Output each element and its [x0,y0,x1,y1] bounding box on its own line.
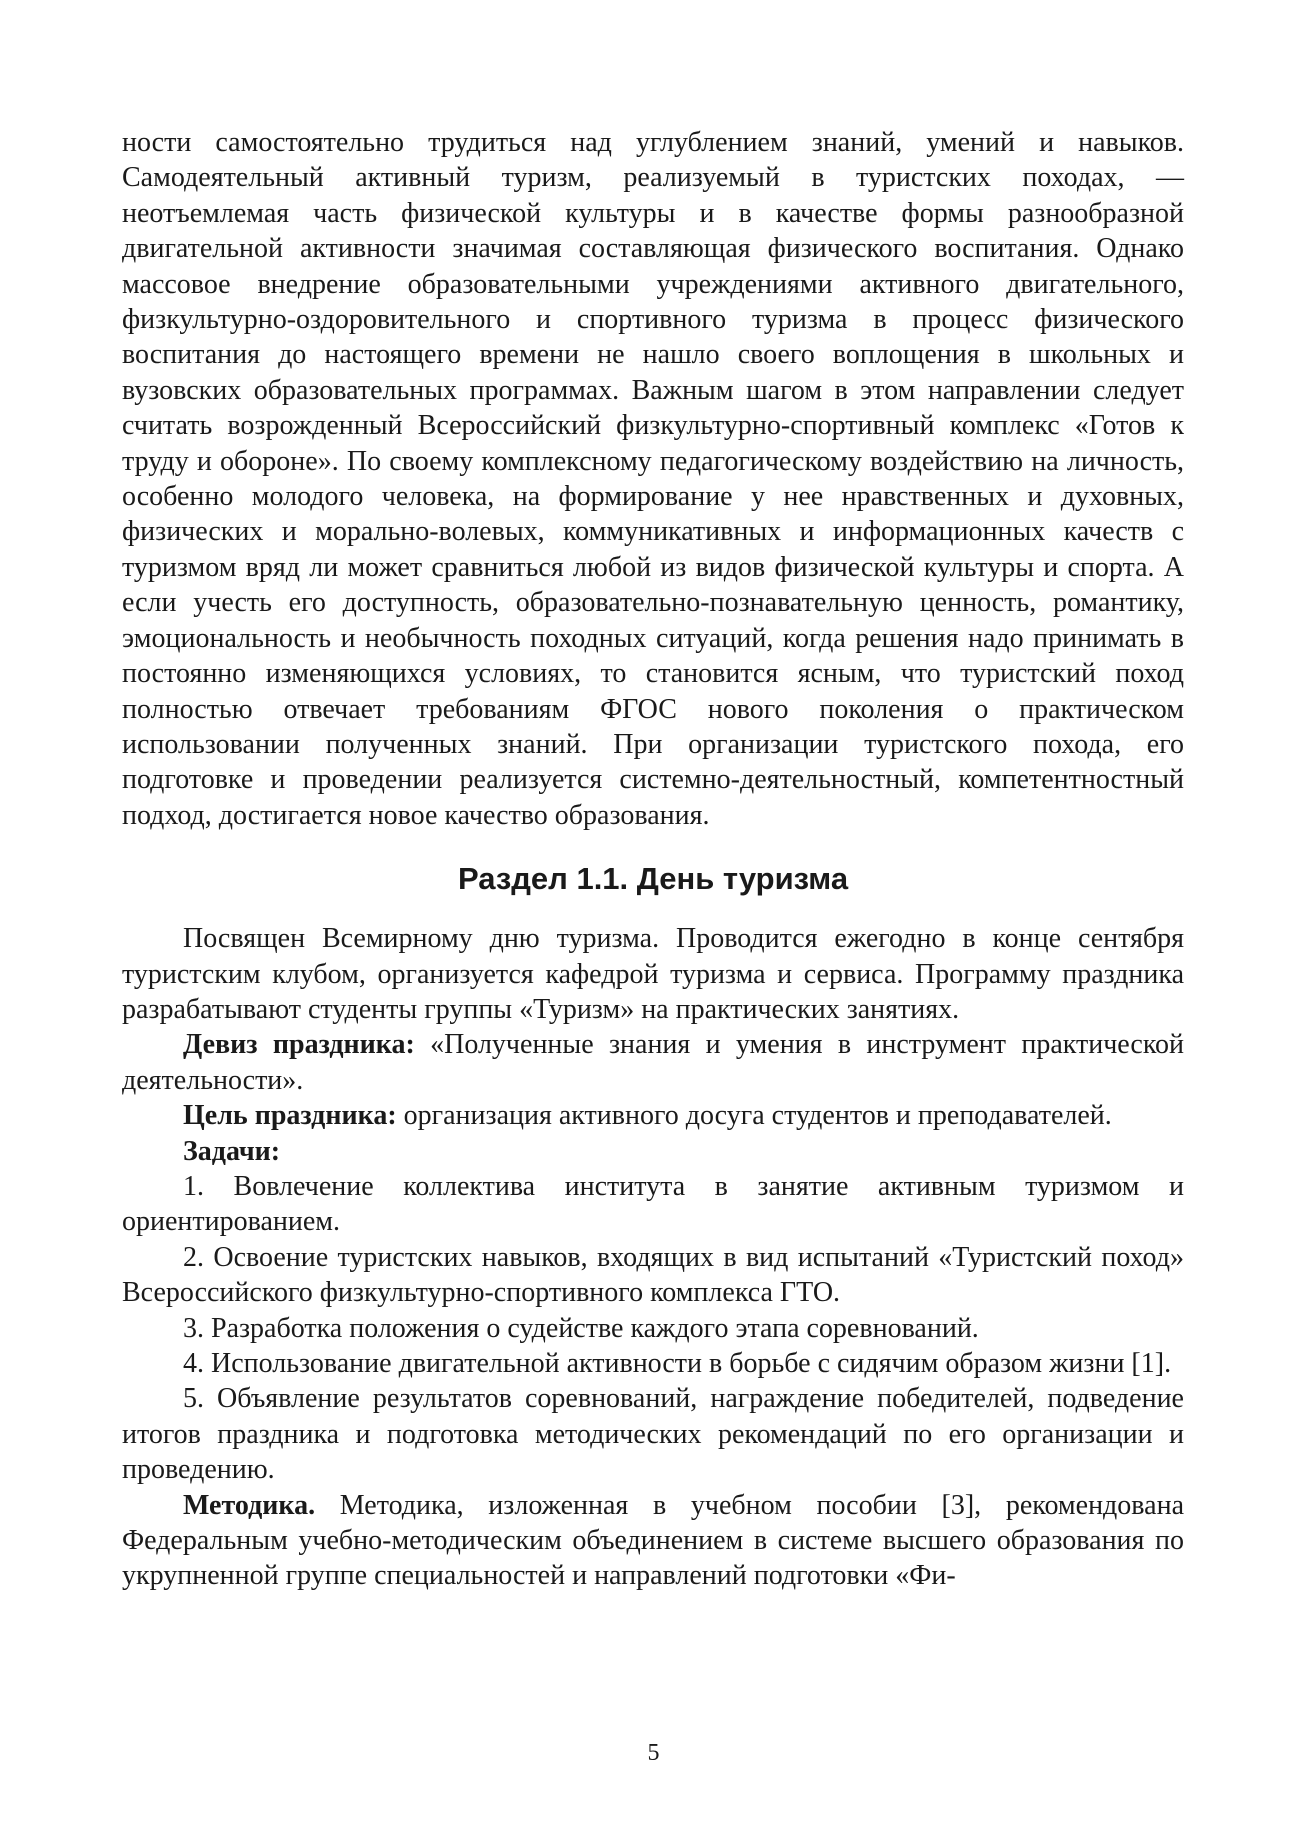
section-heading: Раздел 1.1. День туризма [457,861,849,897]
goal-paragraph [122,1098,1184,1133]
task-item-3: 3. Разработка положения о судействе каждого этапа соревнований. [183,1312,979,1344]
goal-label: Цель праздника: [183,1100,397,1132]
intro-paragraph: ности самостоятельно трудиться над углублением знаний, умений и навыков. Самодеятельный активный туризм, реализуемый в туристских походах, — неотъемлемая часть физической культуры и в качестве формы разнообразной двигательной активности значимая составляющая физического воспитания. Однако массовое внедрение образовательными учреждениями активного двигательного, физкультурно-оздоровительного и спортивного туризма в процесс физического воспитания до настоящего времени не нашло своего воплощения в школьных и вузовских образовательных программах. Важным шагом в этом направлении следует считать возрожденный Всероссийский физкультурно-спортивный комплекс «Готов к труду и обороне». По своему комплексному педагогическому воздействию на личность, особенно молодого человека, на формирование у нее нравственных и духовных, физических и морально-волевых, коммуникативных и информационных качеств с туризмом вряд ли может сравниться любой из видов физической культуры и спорта. А если учесть его доступность, образовательно-познавательную ценность, романтику, эмоциональность и необычность походных ситуаций, когда решения надо принимать в постоянно изменяющихся условиях, то становится ясным, что туристский поход полностью отвечает требованиям ФГОС нового поколения о практическом использовании полученных знаний. При организации туристского похода, его подготовке и проведении реализуется системно-деятельностный, компетентностный подход, достигается новое качество образования. [122,127,1184,831]
motto-paragraph [122,1027,1184,1098]
page-content [122,125,1184,1594]
method-label: Методика. [183,1489,316,1521]
task-item-4: 4. Использование двигательной активности в борьбе с сидячим образом жизни [1]. [183,1348,1172,1379]
tasks-label: Задачи: [183,1135,281,1167]
task-item-2: 2. Освоение туристских навыков, входящих в вид испытаний «Туристский поход» Всероссийского физкультурно-спортивного комплекса ГТО. [122,1241,1184,1309]
task-item-5: 5. Объявление результатов соревнований, награждение победителей, подведение итогов праздника и подготовка методических рекомендаций по его организации и проведению. [122,1383,1184,1486]
page-number: 5 [647,1740,660,1766]
motto-label: Девиз праздника: [183,1029,415,1061]
motto-text: «Полученные знания и умения в инструмент практической деятельности». [122,1029,1185,1096]
goal-text: организация активного досуга студентов и преподавателей. [396,1100,1112,1132]
task-item-1: 1. Вовлечение коллектива института в занятие активным туризмом и ориентированием. [122,1170,1184,1238]
method-paragraph [122,1488,1184,1594]
method-text: Методика, изложенная в учебном пособии [3], рекомендована Федеральным учебно-методическим объединением в системе высшего образования по укрупненной группе специальностей и направлений подготовки «Фи- [122,1489,1184,1592]
section-intro-paragraph: Посвящен Всемирному дню туризма. Проводится ежегодно в конце сентября туристским клубом, организуется кафедрой туризма и сервиса. Программу праздника разрабатывают студенты группы «Туризм» на практических занятиях. [122,923,1184,1025]
